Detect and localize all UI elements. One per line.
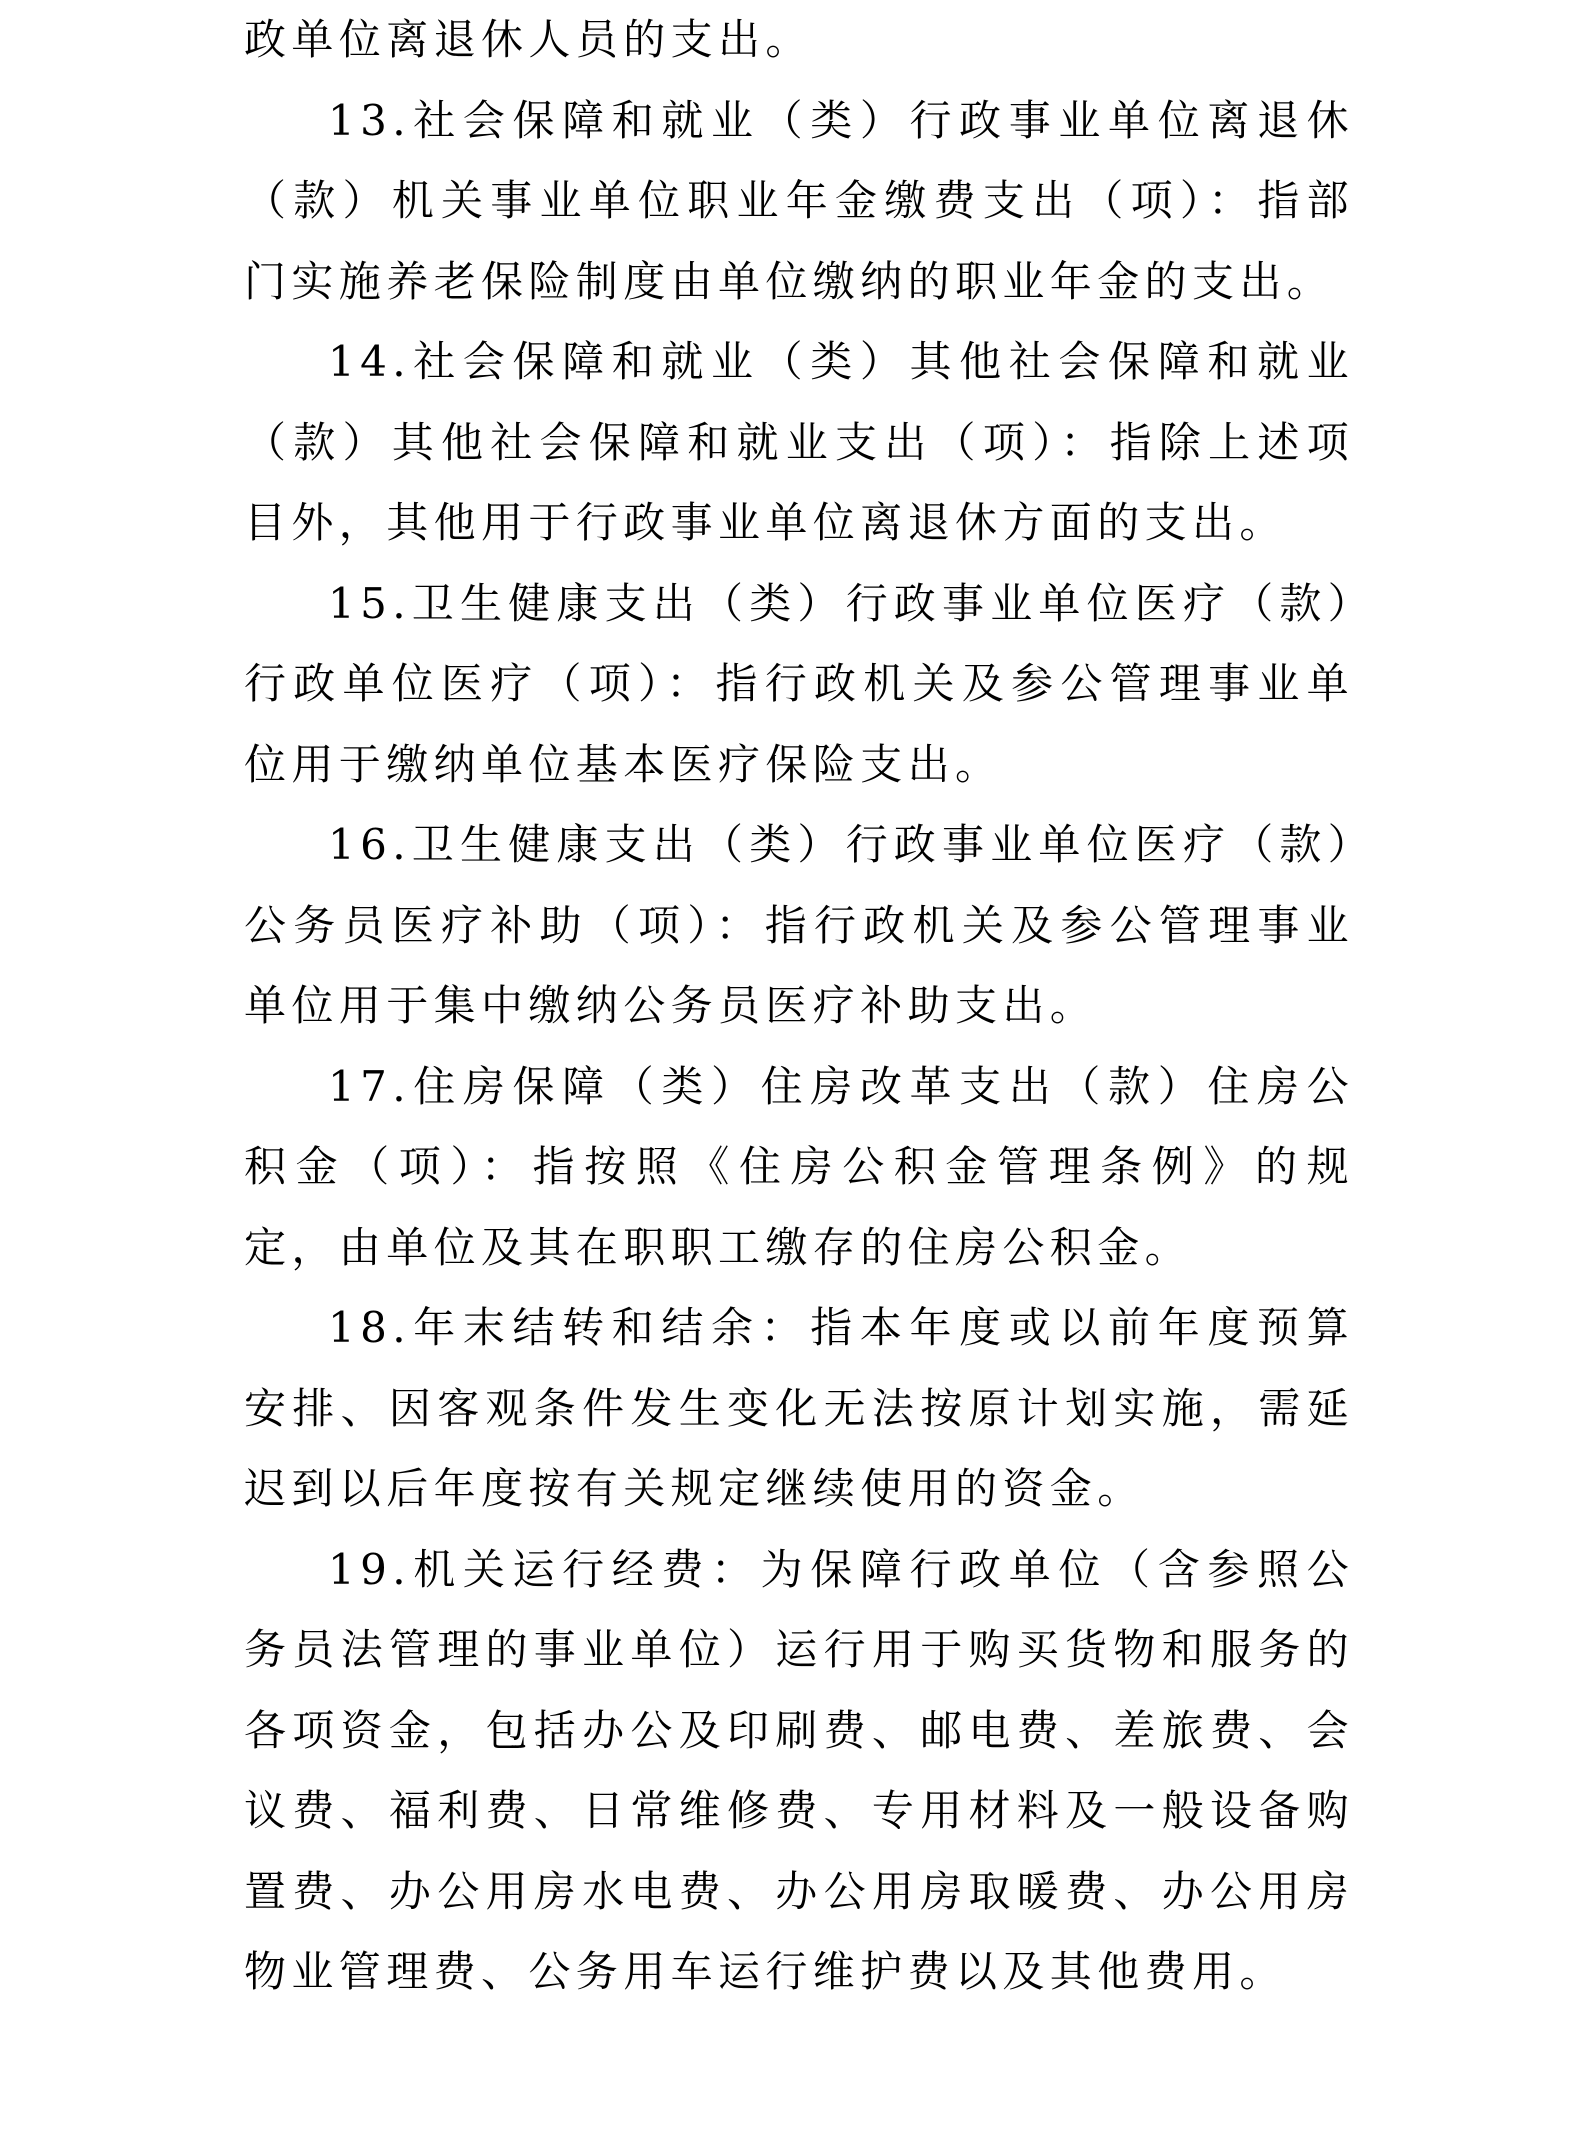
paragraph-item-13: 13.社会保障和就业（类）行政事业单位离退休（款）机关事业单位职业年金缴费支出（项）：指部门实施养老保险制度由单位缴纳的职业年金的支出。 (244, 95, 1354, 306)
document-body (244, 0, 1354, 2013)
paragraph-item-14: 14.社会保障和就业（类）其他社会保障和就业（款）其他社会保障和就业支出（项）：指除上述项目外，其他用于行政事业单位离退休方面的支出。 (244, 337, 1354, 547)
paragraph-item-18: 18.年末结转和结余：指本年度或以前年度预算安排、因客观条件发生变化无法按原计划实施，需延迟到以后年度按有关规定继续使用的资金。 (244, 1303, 1354, 1513)
paragraph-item-15: 15.卫生健康支出（类）行政事业单位医疗（款）行政单位医疗（项）：指行政机关及参公管理事业单位用于缴纳单位基本医疗保险支出。 (244, 578, 1354, 789)
paragraph-item-17: 17.住房保障（类）住房改革支出（款）住房公积金（项）：指按照《住房公积金管理条例》的规定，由单位及其在职职工缴存的住房公积金。 (244, 1061, 1354, 1272)
paragraph-item-19: 19.机关运行经费：为保障行政单位（含参照公务员法管理的事业单位）运行用于购买货物和服务的各项资金，包括办公及印刷费、邮电费、差旅费、会议费、福利费、日常维修费、专用材料及一般设备购置费、办公用房水电费、办公用房取暖费、办公用房物业管理费、公务用车运行维护费以及其他费用。 (244, 1544, 1354, 1996)
paragraph-continuation: 政单位离退休人员的支出。 (244, 15, 813, 64)
paragraph-item-16: 16.卫生健康支出（类）行政事业单位医疗（款）公务员医疗补助（项）：指行政机关及参公管理事业单位用于集中缴纳公务员医疗补助支出。 (244, 820, 1354, 1030)
